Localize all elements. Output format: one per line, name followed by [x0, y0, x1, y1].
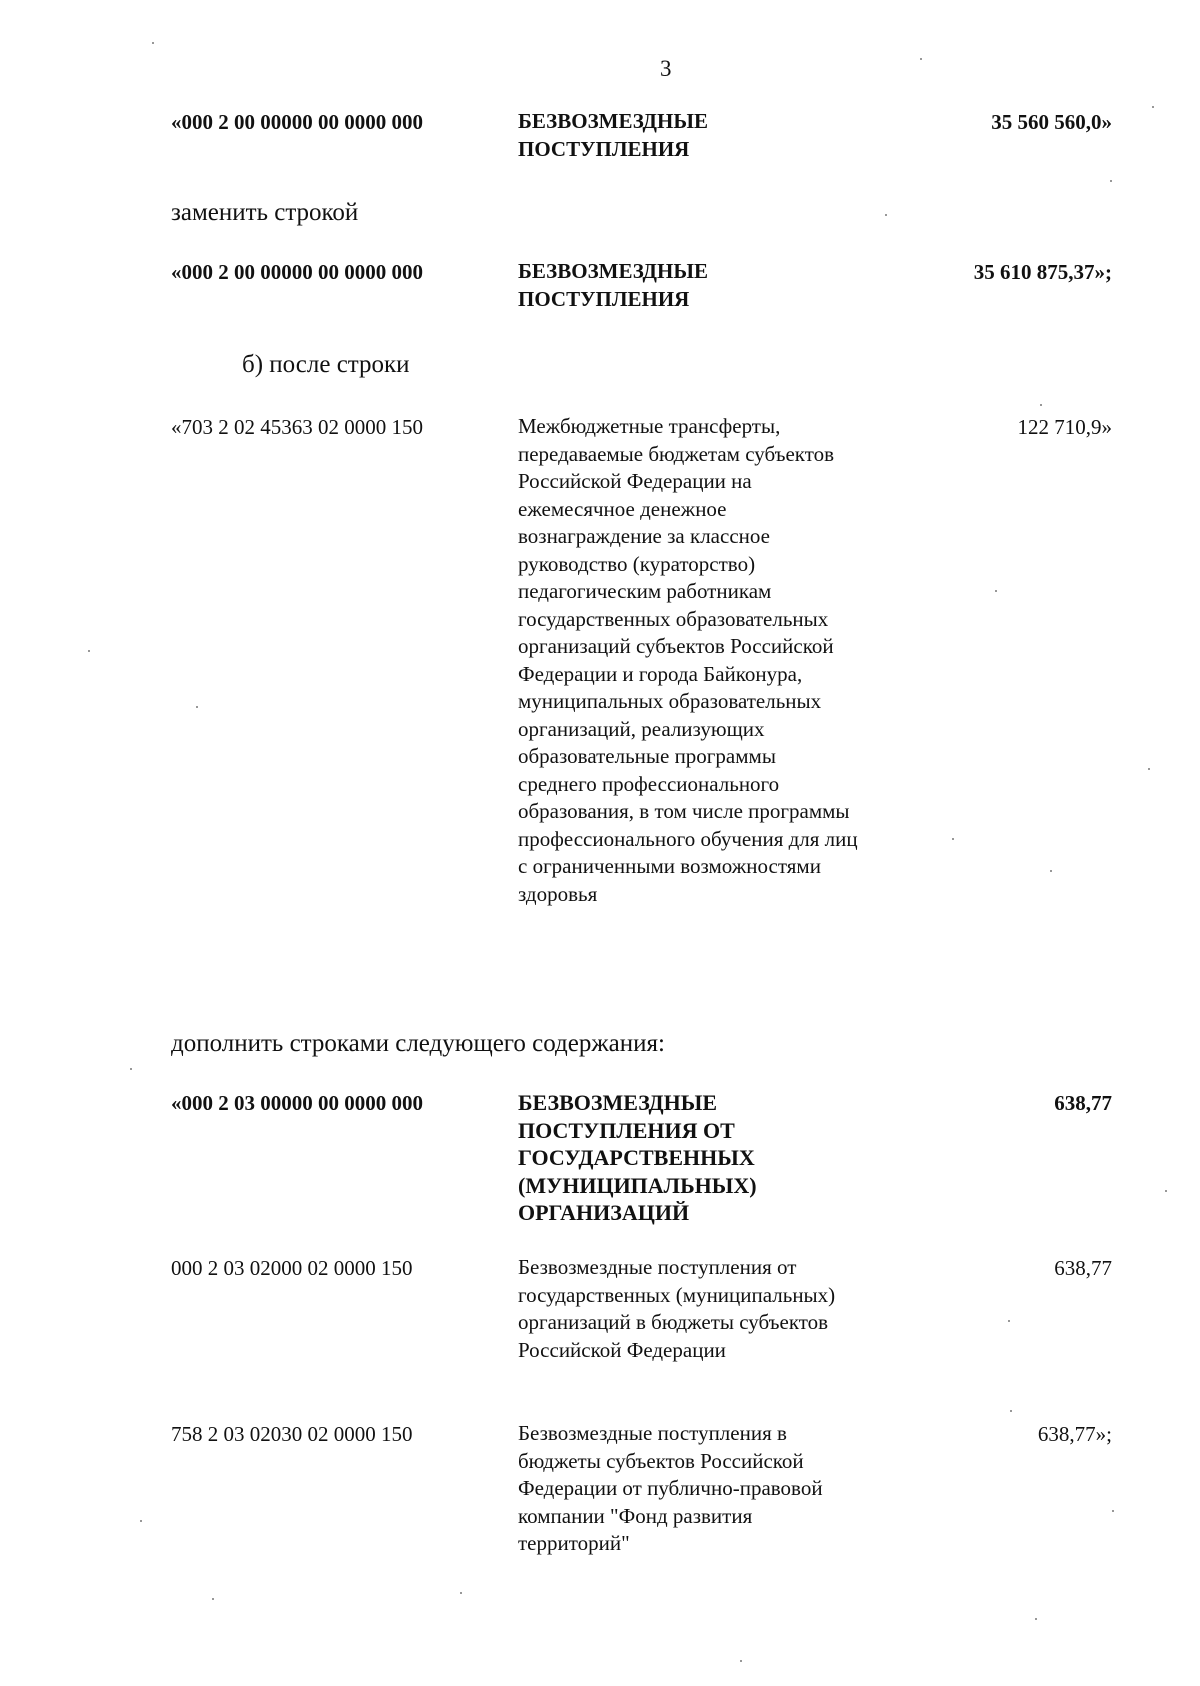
row3-amount: 122 710,9»: [1017, 415, 1112, 439]
row5-amount: 638,77: [1054, 1256, 1112, 1280]
row3-name: Межбюджетные трансферты, передаваемые бюджетам субъектов Российской Федерации на ежемесячное денежное вознаграждение за классное руководство (кураторство) педагогическим работникам государственных образовательных организаций субъектов Российской Федерации и города Байконура, муниципальных образовательных организаций, реализующих образовательные программы среднего профессионального образования, в том числе программы профессионального обучения для лиц с ограниченными возможностями здоровья: [518, 414, 858, 906]
row1-code: «000 2 00 00000 00 0000 000: [171, 110, 423, 134]
row5-name: Безвозмездные поступления от государственных (муниципальных) организаций в бюджеты субъектов Российской Федерации: [518, 1255, 836, 1362]
row6-code: 758 2 03 02030 02 0000 150: [171, 1422, 413, 1446]
row2-name: БЕЗВОЗМЕЗДНЫЕ ПОСТУПЛЕНИЯ: [518, 259, 708, 311]
page-number: 3: [660, 56, 672, 81]
row2-code: «000 2 00 00000 00 0000 000: [171, 260, 423, 284]
row6-amount: 638,77»;: [1037, 1422, 1112, 1446]
row1-name: БЕЗВОЗМЕЗДНЫЕ ПОСТУПЛЕНИЯ: [518, 109, 708, 161]
supplement-instruction: дополнить строками следующего содержания:: [171, 1030, 665, 1057]
row4-name: БЕЗВОЗМЕЗДНЫЕ ПОСТУПЛЕНИЯ ОТ ГОСУДАРСТВЕННЫХ (МУНИЦИПАЛЬНЫХ) ОРГАНИЗАЦИЙ: [518, 1090, 757, 1225]
row5-code: 000 2 03 02000 02 0000 150: [171, 1256, 413, 1280]
row1-amount: 35 560 560,0»: [991, 110, 1112, 134]
replace-instruction: заменить строкой: [171, 199, 359, 226]
row6-name: Безвозмездные поступления в бюджеты субъектов Российской Федерации от публично-правовой компании "Фонд развития территорий": [518, 1421, 823, 1555]
row4-amount: 638,77: [1054, 1091, 1112, 1115]
row4-code: «000 2 03 00000 00 0000 000: [171, 1091, 423, 1115]
row2-amount: 35 610 875,37»;: [973, 260, 1112, 284]
after-line-instruction: б) после строки: [242, 351, 410, 378]
row3-code: «703 2 02 45363 02 0000 150: [171, 415, 423, 439]
